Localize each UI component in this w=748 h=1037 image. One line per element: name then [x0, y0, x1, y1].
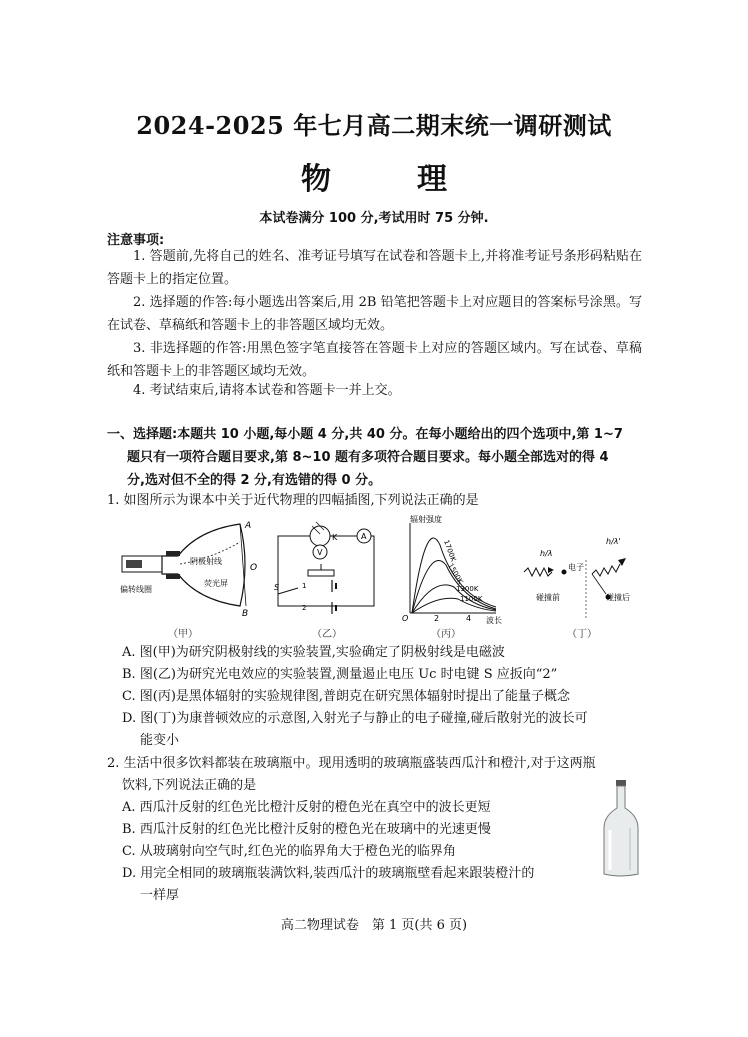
section-heading-line1: 一、选择题:本题共 10 小题,每小题 4 分,共 40 分。在每小题给出的四个选项中,第 1~7	[107, 427, 623, 442]
figure-yi	[272, 520, 382, 645]
photon-out-label: h/λ'	[606, 537, 621, 546]
question-1-stem: 1. 如图所示为课本中关于近代物理的四幅插图,下列说法正确的是	[107, 493, 479, 508]
page-footer: 高二物理试卷 第 1 页(共 6 页)	[280, 918, 468, 933]
q1-option-b: B. 图(乙)为研究光电效应的实验装置,测量遏止电压 Uc 时电键 S 应扳向“2”	[122, 667, 558, 682]
figure-bing-caption: （丙）	[431, 629, 461, 640]
notice-item-3: 3. 非选择题的作答:用黑色签字笔直接答在答题卡上对应的答题区域内。写在试卷、草稿纸和答题卡上的非答题区域均无效。	[107, 341, 642, 379]
bing-tick-4: 4	[466, 614, 472, 623]
notice-item-4: 4. 考试结束后,请将本试卷和答题卡一并上交。	[133, 383, 401, 398]
glass-bottle-image	[600, 778, 642, 878]
label-k: K	[332, 533, 338, 542]
label-s: S	[274, 583, 280, 592]
curve-1500k: 1500K	[446, 562, 465, 586]
q2-option-a: A. 西瓜汁反射的红色光比橙汁反射的橙色光在真空中的波长更短	[122, 800, 491, 815]
label-screen: 荧光屏	[204, 579, 228, 588]
q2-option-d: D. 用完全相同的玻璃瓶装满饮料,装西瓜汁的玻璃瓶壁看起来跟装橙汁的	[122, 866, 535, 881]
electron-label: 电子	[568, 563, 584, 572]
bing-xlabel: 波长	[486, 616, 502, 625]
label-o: O	[250, 563, 258, 573]
section-heading-line2: 题只有一项符合题目要求,第 8~10 题有多项符合题目要求。每小题全部选对的得 4	[127, 450, 609, 465]
q1-option-d: D. 图(丁)为康普顿效应的示意图,入射光子与静止的电子碰撞,碰后散射光的波长可	[122, 711, 588, 726]
section-heading-line3: 分,选对但不全的得 2 分,有选错的得 0 分。	[127, 473, 382, 488]
figure-ding-caption: （丁）	[567, 629, 597, 640]
photon-in-label: h/λ	[540, 549, 553, 558]
bing-origin: O	[402, 614, 409, 623]
curve-1300k: 1300K	[456, 585, 479, 593]
figure-bing	[396, 515, 516, 645]
subject-title: 物 理	[301, 162, 475, 197]
bing-ylabel: 辐射强度	[410, 515, 442, 524]
question-2-stem-line1: 2. 生活中很多饮料都装在玻璃瓶中。现用透明的玻璃瓶盛装西瓜汁和橙汁,对于这两瓶	[107, 756, 596, 771]
figure-yi-caption: （乙）	[312, 629, 342, 640]
blackbody-radiation-chart	[396, 515, 516, 625]
figure-ding	[522, 530, 642, 645]
photoelectric-circuit-diagram	[272, 520, 382, 625]
figure-jia	[118, 520, 263, 645]
label-2: 2	[302, 604, 307, 612]
glass-bottle-icon	[600, 778, 642, 878]
exam-title: 2024-2025 年七月高二期末统一调研测试	[136, 111, 612, 140]
notice-item-1: 1. 答题前,先将自己的姓名、准考证号填写在试卷和答题卡上,并将准考证号条形码粘贴在答题卡上的指定位置。	[107, 249, 642, 287]
voltmeter-label: V	[317, 548, 323, 557]
q2-option-d-continued: 一样厚	[140, 888, 180, 903]
label-b: B	[242, 609, 249, 619]
label-a: A	[245, 521, 252, 531]
curve-1100k: 1100K	[460, 595, 483, 603]
cathode-ray-tube-diagram	[118, 520, 263, 630]
label-coil: 偏转线圈	[120, 585, 152, 594]
q1-option-c: C. 图(丙)是黑体辐射的实验规律图,普朗克在研究黑体辐射时提出了能量子概念	[122, 689, 571, 704]
label-1: 1	[302, 582, 307, 590]
notice-item-2: 2. 选择题的作答:每小题选出答案后,用 2B 铅笔把答题卡上对应题目的答案标号涂黑。写在试卷、草稿纸和答题卡上的非答题区域均无效。	[107, 295, 642, 333]
q1-option-a: A. 图(甲)为研究阴极射线的实验装置,实验确定了阴极射线是电磁波	[122, 645, 505, 660]
after-label: 碰撞后	[606, 593, 630, 602]
curve-1700k: 1700K	[442, 538, 458, 563]
bing-tick-2: 2	[434, 614, 440, 623]
notice-heading: 注意事项:	[107, 233, 165, 248]
label-ray: 阴极射线	[190, 557, 222, 566]
exam-info: 本试卷满分 100 分,考试用时 75 分钟.	[259, 211, 489, 226]
question-2-stem-line2: 饮料,下列说法正确的是	[122, 778, 257, 793]
before-label: 碰撞前	[536, 593, 560, 602]
figure-jia-caption: （甲）	[168, 629, 198, 640]
q1-option-d-continued: 能变小	[140, 733, 180, 748]
q2-option-c: C. 从玻璃射向空气时,红色光的临界角大于橙色光的临界角	[122, 844, 456, 859]
q2-option-b: B. 西瓜汁反射的红色光比橙汁反射的橙色光在玻璃中的光速更慢	[122, 822, 491, 837]
compton-effect-diagram	[522, 530, 642, 625]
ammeter-label: A	[361, 532, 367, 541]
